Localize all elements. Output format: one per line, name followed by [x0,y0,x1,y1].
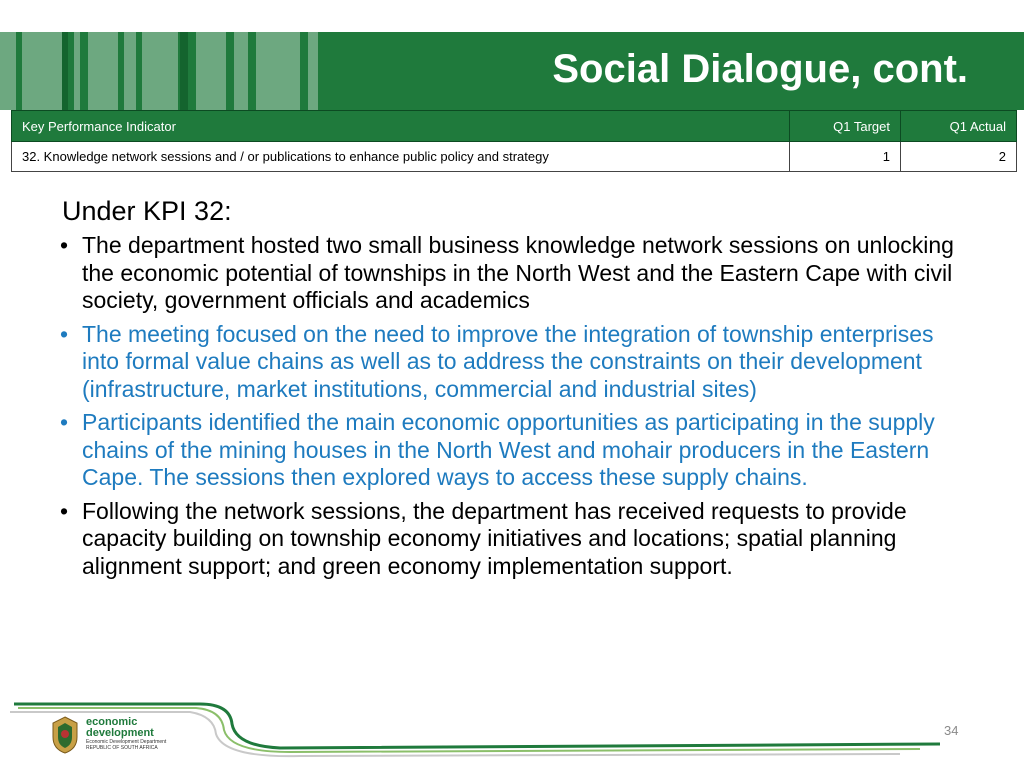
bullet-item: • The department hosted two small business knowledge network sessions on unlocking the economic potential of townships in the North West and the Eastern Cape with civil society, government officials and academics [60,232,954,313]
banner-stripes [0,32,330,110]
bullet-text: The department hosted two small business knowledge network sessions on unlocking the economic potential of townships in the North West and the Eastern Cape with civil society, government officials and academics [82,232,954,313]
bullet-item: • Participants identified the main economic opportunities as participating in the supply chains of the mining houses in the North West and mohair producers in the Eastern Cape. The sessions then explored ways to access these supply chains. [60,409,935,490]
logo-line-development: development [86,727,154,739]
kpi-table [11,110,1017,172]
page-number: 34 [944,723,959,738]
kpi-cell: 32. Knowledge network sessions and / or publications to enhance public policy and strategy [12,142,790,172]
target-cell: 1 [790,142,901,172]
bullet-item: • The meeting focused on the need to improve the integration of township enterprises into formal value chains as well as to address the constraints on their development (infrastructure, market institutions, commercial and industrial sites) [60,320,934,402]
slide-body [60,194,960,586]
header-q1-target: Q1 Target [790,111,901,142]
bullet-list [60,232,960,580]
table-row [12,142,1017,172]
slide-title: Social Dialogue, cont. [552,47,968,91]
department-logo [50,715,180,759]
table-header-row [12,111,1017,142]
bullet-text: The meeting focused on the need to improve the integration of township enterprises into formal value chains as well as to address the constraints on their development (infrastructure, market institutions, commercial and industrial sites) [82,320,934,402]
coat-of-arms-icon [50,715,80,755]
header-kpi: Key Performance Indicator [12,111,790,142]
header-q1-actual: Q1 Actual [901,111,1017,142]
logo-line-dept: Economic Development Department [86,739,167,745]
logo-line-economic: economic [86,716,138,728]
actual-cell: 2 [901,142,1017,172]
bullet-item: • Following the network sessions, the department has received requests to provide capacity building on township economy initiatives and locations; spatial planning alignment support; and green economy implementation support. [60,497,907,579]
bullet-text: Participants identified the main economic opportunities as participating in the supply chains of the mining houses in the North West and mohair producers in the Eastern Cape. The sessions then explored ways to access these supply chains. [82,409,935,490]
bullet-text: Following the network sessions, the department has received requests to provide capacity building on township economy initiatives and locations; spatial planning alignment support; and green economy implementation support. [82,497,907,579]
logo-line-country: REPUBLIC OF SOUTH AFRICA [86,745,158,751]
body-heading: Under KPI 32: [62,196,232,226]
